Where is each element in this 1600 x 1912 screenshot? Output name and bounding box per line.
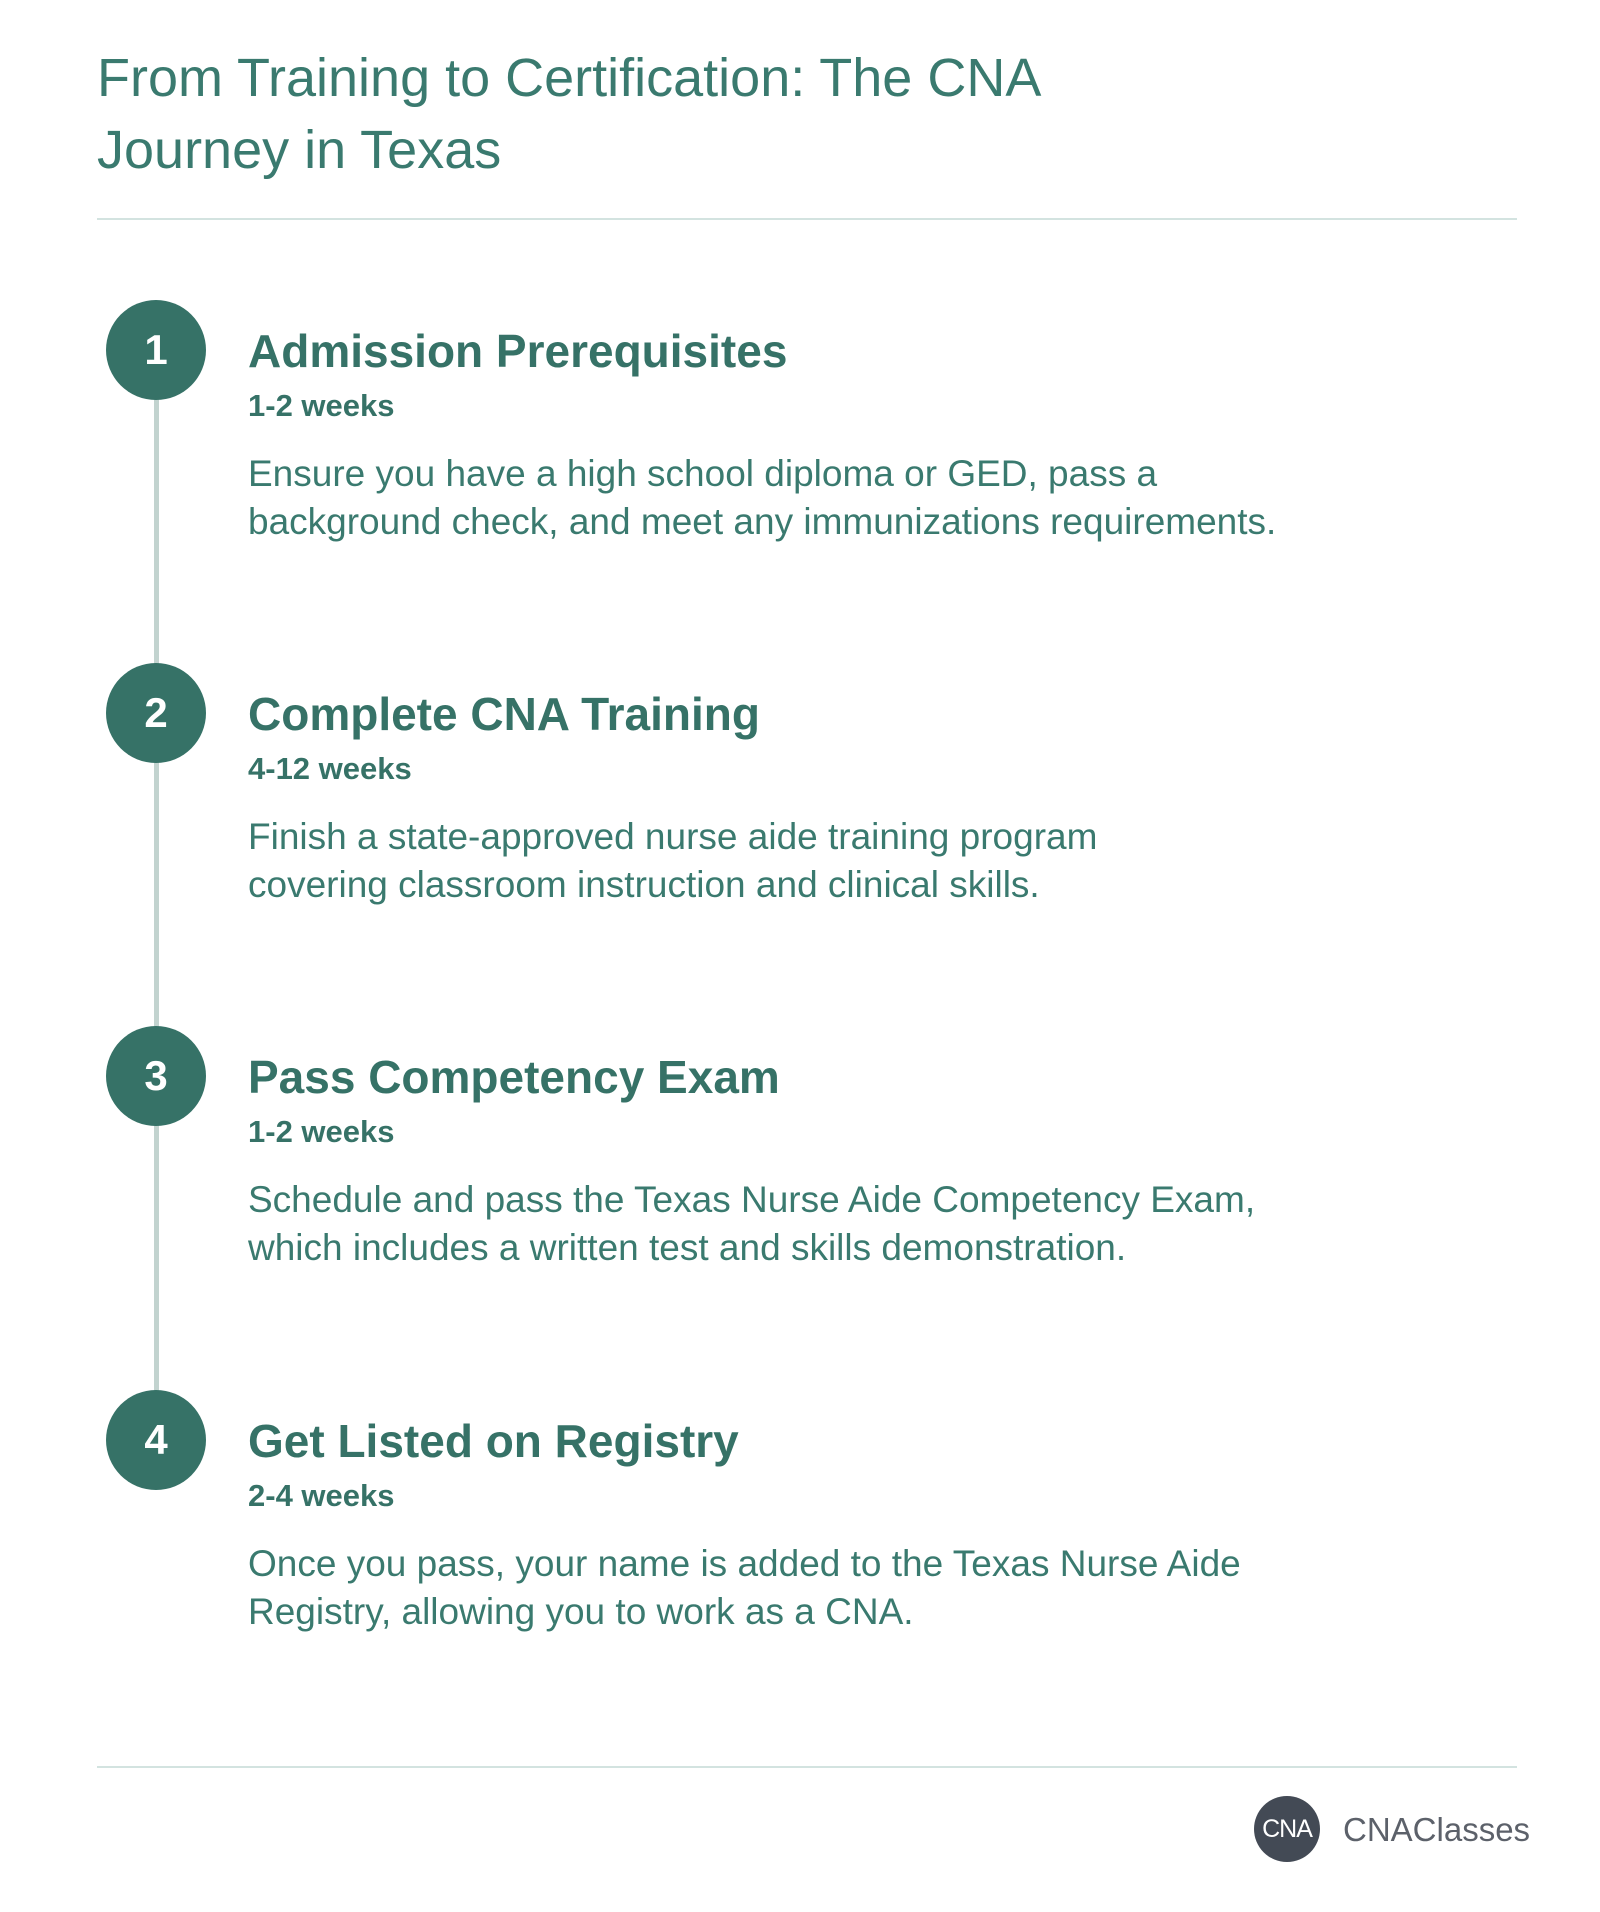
header-divider <box>97 218 1517 220</box>
step-number-badge: 1 <box>106 300 206 400</box>
step-duration: 1-2 weeks <box>248 1114 395 1149</box>
step-title: Get Listed on Registry <box>248 1415 739 1467</box>
page-title: From Training to Certification: The CNA Journey in Texas <box>97 48 1039 180</box>
step-title: Admission Prerequisites <box>248 325 788 377</box>
step-duration: 4-12 weeks <box>248 751 412 786</box>
step-4 <box>0 1390 1600 1690</box>
step-3 <box>0 1026 1600 1326</box>
step-number-badge: 2 <box>106 663 206 763</box>
step-description: Ensure you have a high school diploma or GED, pass a background check, and meet any immunizations requirements. <box>248 453 1277 542</box>
footer-divider <box>97 1766 1517 1768</box>
brand-name: CNAClasses <box>1343 1811 1531 1848</box>
step-description: Once you pass, your name is added to the Texas Nurse Aide Registry, allowing you to work as a CNA. <box>248 1543 1241 1632</box>
step-duration: 2-4 weeks <box>248 1478 395 1513</box>
step-description: Finish a state-approved nurse aide training program covering classroom instruction and clinical skills. <box>248 816 1098 905</box>
step-1 <box>0 300 1600 600</box>
step-title: Pass Competency Exam <box>248 1051 780 1103</box>
step-description: Schedule and pass the Texas Nurse Aide Competency Exam, which includes a written test and skills demonstration. <box>248 1179 1256 1268</box>
step-number-badge: 4 <box>106 1390 206 1490</box>
brand-logo: CNA <box>1254 1796 1320 1862</box>
step-number-badge: 3 <box>106 1026 206 1126</box>
step-duration: 1-2 weeks <box>248 388 395 423</box>
step-title: Complete CNA Training <box>248 688 760 740</box>
step-2 <box>0 663 1600 963</box>
